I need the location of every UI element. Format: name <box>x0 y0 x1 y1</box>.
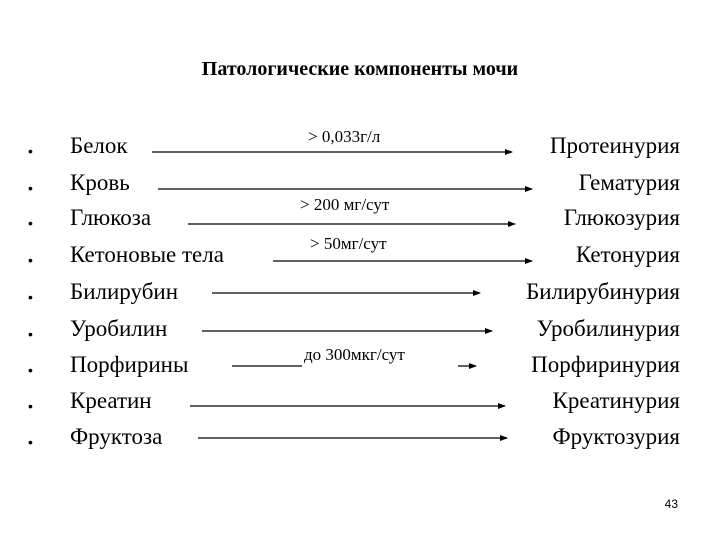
pathology-hematuria: Гематурия <box>578 170 680 195</box>
pathology-urobilinuria: Уробилинурия <box>536 316 680 341</box>
threshold-protein: > 0,033г/л <box>308 127 381 146</box>
bullet-1: • <box>28 143 33 159</box>
pathology-ketonuria: Кетонурия <box>575 242 680 267</box>
pathology-creatinuria: Креатинурия <box>552 388 680 413</box>
bullet-6: • <box>28 326 33 342</box>
pathology-bilirubinuria: Билирубинурия <box>526 279 680 304</box>
component-ketones: Кетоновые тела <box>70 242 224 267</box>
pathology-porphyrinuria: Порфиринурия <box>531 352 680 377</box>
pathology-fructosuria: Фруктозурия <box>552 424 680 449</box>
component-fructose: Фруктоза <box>70 424 163 449</box>
bullet-7: • <box>28 362 33 378</box>
bullet-8: • <box>28 398 33 414</box>
component-urobilin: Уробилин <box>70 316 168 341</box>
threshold-porphyrins: до 300мкг/сут <box>304 345 405 364</box>
component-blood: Кровь <box>70 170 130 195</box>
bullet-3: • <box>28 215 33 231</box>
component-protein: Белок <box>70 133 128 158</box>
bullet-5: • <box>28 289 33 305</box>
pathology-proteinuria: Протеинурия <box>549 133 680 158</box>
page-number: 43 <box>664 497 678 511</box>
pathology-glucosuria: Глюкозурия <box>563 205 680 230</box>
bullet-4: • <box>28 252 33 268</box>
threshold-ketones: > 50мг/сут <box>310 234 387 253</box>
component-porphyrins: Порфирины <box>70 352 189 377</box>
threshold-glucose: > 200 мг/сут <box>300 195 390 214</box>
component-glucose: Глюкоза <box>70 205 152 230</box>
component-bilirubin: Билирубин <box>70 279 179 304</box>
slide-title: Патологические компоненты мочи <box>201 58 519 80</box>
bullet-2: • <box>28 180 33 196</box>
component-creatine: Креатин <box>70 388 152 413</box>
bullet-9: • <box>28 434 33 450</box>
